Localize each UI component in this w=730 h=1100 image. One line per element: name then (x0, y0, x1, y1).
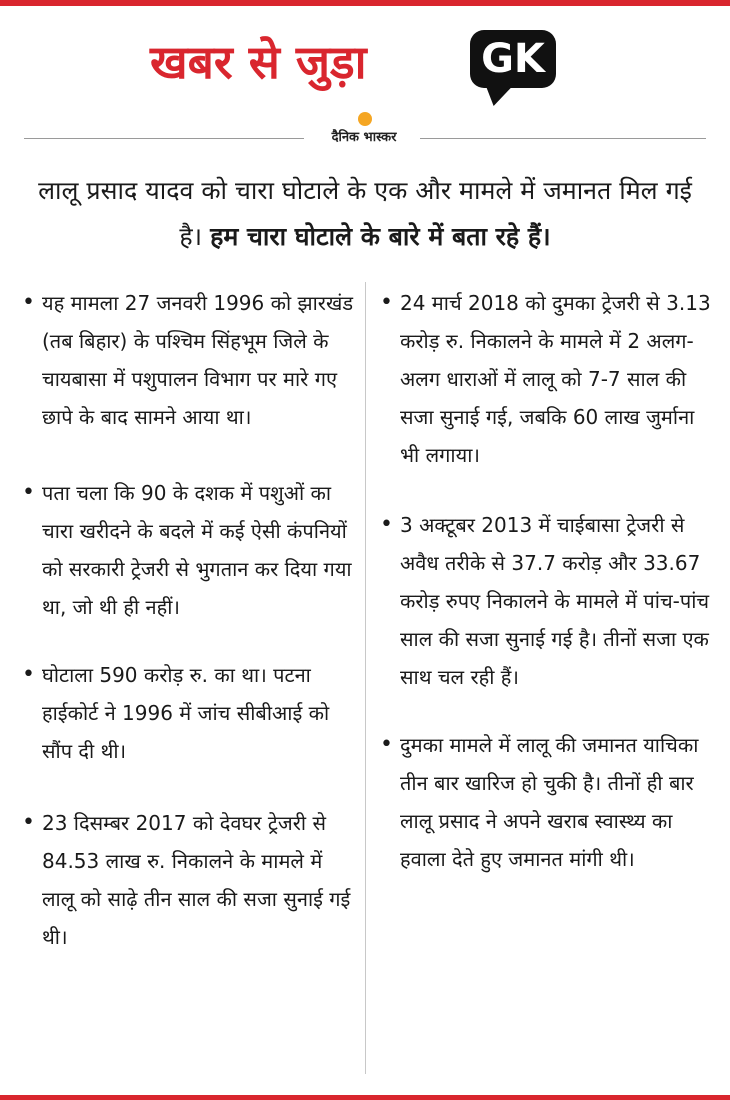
top-accent-bar (0, 0, 730, 6)
right-column (380, 284, 715, 878)
header-divider-left (24, 138, 304, 139)
column-divider (365, 282, 366, 1074)
gk-badge: GK (470, 30, 556, 88)
sun-logo-icon (358, 112, 372, 126)
fact-item: • दुमका मामले में लालू की जमानत याचिका तीन बार खारिज हो चुकी है। तीनों ही बार लालू प्रसाद ने अपने खराब स्वास्थ्य का हवाला देते हुए जमानत मांगी थी। (380, 726, 715, 878)
left-column (22, 284, 357, 956)
bottom-accent-bar (0, 1095, 730, 1100)
fact-item: • यह मामला 27 जनवरी 1996 को झारखंड (तब बिहार) के पश्चिम सिंहभूम जिले के चायबासा में पशुपालन विभाग पर मारे गए छापे के बाद सामने आया था। (22, 284, 357, 436)
intro-bold-text: हम चारा घोटाले के बारे में बता रहे हैं। (210, 222, 551, 251)
fact-item: • 23 दिसम्बर 2017 को देवघर ट्रेजरी से 84.53 लाख रु. निकालने के मामले में लालू को साढ़े तीन साल की सजा सुनाई गई थी। (22, 804, 357, 956)
intro-paragraph (30, 168, 700, 260)
page-title: खबर से जुड़ा (150, 35, 367, 89)
header-divider-right (420, 138, 706, 139)
fact-item: • घोटाला 590 करोड़ रु. का था। पटना हाईकोर्ट ने 1996 में जांच सीबीआई को सौंप दी थी। (22, 656, 357, 770)
speech-bubble-tail-icon (476, 82, 517, 106)
fact-item: • 24 मार्च 2018 को दुमका ट्रेजरी से 3.13 करोड़ रु. निकालने के मामले में 2 अलग-अलग धाराओं में लालू को 7-7 साल की सजा सुनाई गई, जबकि 60 लाख जुर्माना भी लगाया। (380, 284, 715, 474)
fact-item: • 3 अक्टूबर 2013 में चाईबासा ट्रेजरी से अवैध तरीके से 37.7 करोड़ और 33.67 करोड़ रुपए निकालने के मामले में पांच-पांच साल की सजा सुनाई गई है। तीनों सजा एक साथ चल रही हैं। (380, 506, 715, 696)
fact-item: • पता चला कि 90 के दशक में पशुओं का चारा खरीदने के बदले में कई ऐसी कंपनियों को सरकारी ट्रेजरी से भुगतान कर दिया गया था, जो थी ही नहीं। (22, 474, 357, 626)
intro-text: लालू प्रसाद यादव को चारा घोटाले के एक और मामले में जमानत मिल गई है। (38, 176, 692, 251)
brand-logo: दैनिक भास्कर (331, 130, 397, 145)
